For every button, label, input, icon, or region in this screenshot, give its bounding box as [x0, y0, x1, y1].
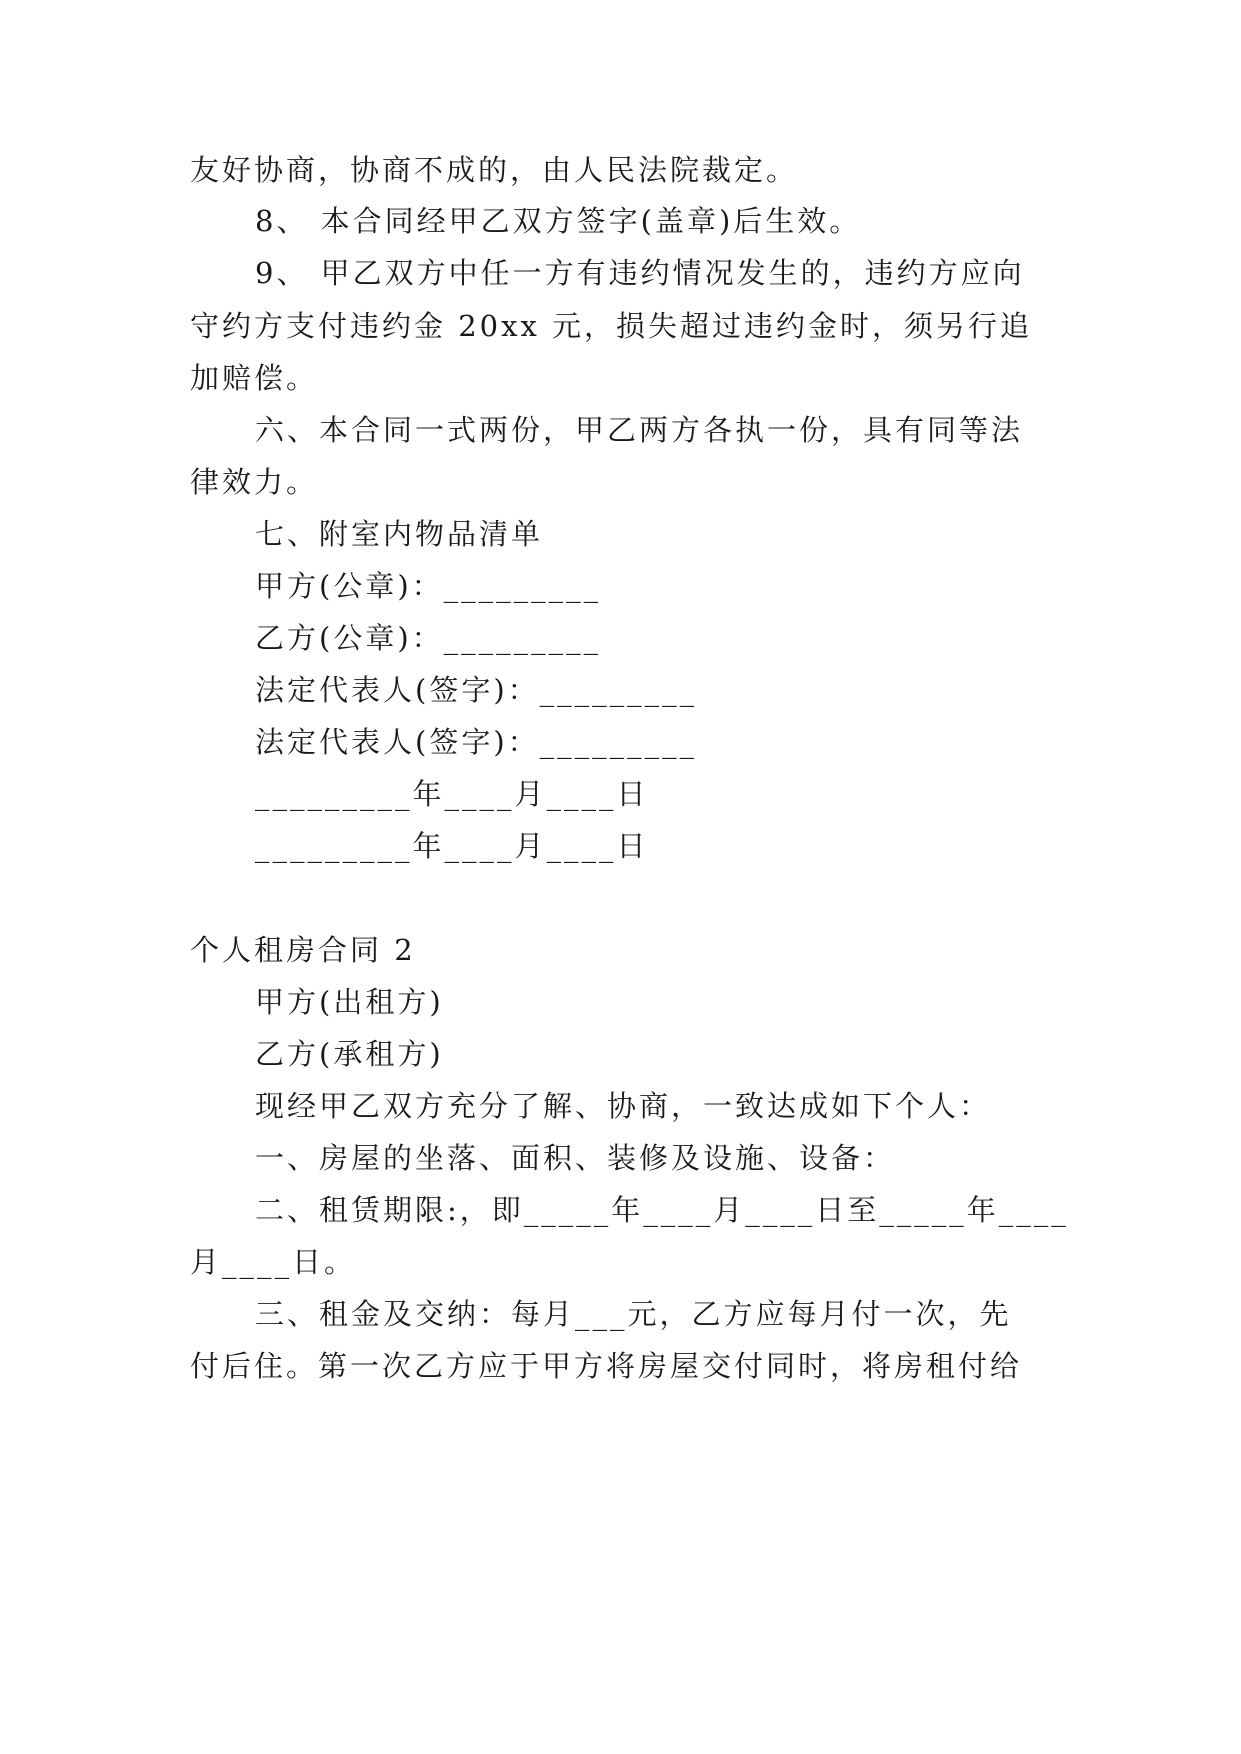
date-line: _________年____月____日 — [255, 777, 649, 811]
clause-8: 8、 本合同经甲乙双方签字(盖章)后生效。 — [255, 204, 862, 238]
party-a-seal: 甲方(公章)：_________ — [255, 569, 602, 603]
party-a-lessor: 甲方(出租方) — [255, 985, 444, 1019]
section-3: 三、租金及交纳：每月___元，乙方应每月付一次，先 — [255, 1297, 1012, 1331]
text-line: 守约方支付违约金 20xx 元，损失超过违约金时，须另行追 — [190, 309, 1033, 343]
date-line: _________年____月____日 — [255, 829, 649, 863]
party-b-lessee: 乙方(承租方) — [255, 1037, 444, 1071]
preamble: 现经甲乙双方充分了解、协商，一致达成如下个人： — [255, 1089, 992, 1123]
section-2: 二、租赁期限:，即_____年____月____日至_____年____ — [255, 1193, 1069, 1227]
text-line: 律效力。 — [190, 465, 319, 499]
section-6: 六、本合同一式两份，甲乙两方各执一份，具有同等法 — [255, 413, 1024, 447]
section-1: 一、房屋的坐落、面积、装修及设施、设备： — [255, 1141, 896, 1175]
text-line: 付后住。第一次乙方应于甲方将房屋交付同时，将房租付给 — [190, 1349, 1023, 1383]
contract-title: 个人租房合同 2 — [190, 933, 416, 967]
text-line: 月____日。 — [190, 1245, 357, 1279]
party-b-seal: 乙方(公章)：_________ — [255, 621, 602, 655]
legal-rep-signature: 法定代表人(签字)：_________ — [255, 725, 698, 759]
text-line: 友好协商，协商不成的，由人民法院裁定。 — [190, 153, 799, 187]
text-line: 加赔偿。 — [190, 361, 319, 395]
clause-9: 9、 甲乙双方中任一方有违约情况发生的，违约方应向 — [255, 256, 1025, 290]
section-7: 七、附室内物品清单 — [255, 517, 544, 551]
legal-rep-signature: 法定代表人(签字)：_________ — [255, 673, 698, 707]
